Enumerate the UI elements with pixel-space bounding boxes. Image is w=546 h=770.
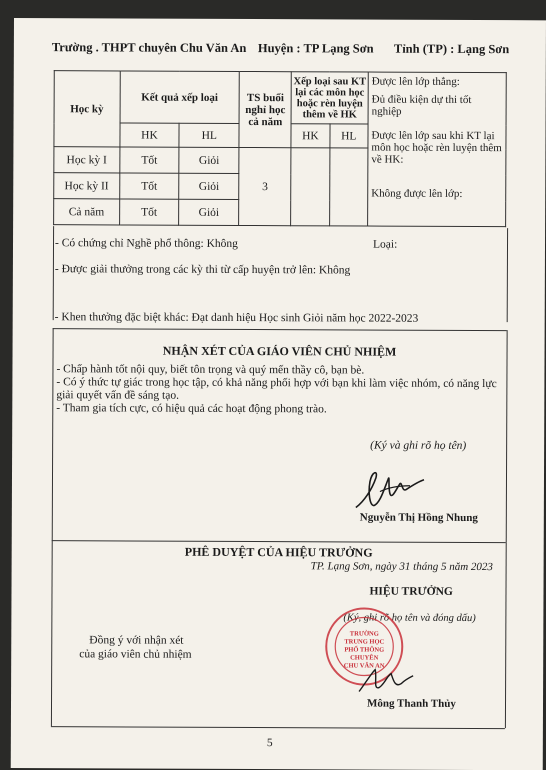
district-name: Huyện : TP Lạng Sơn bbox=[257, 41, 374, 56]
comment-line: - Tham gia tích cực, có hiệu quả các hoạt động phong trào. bbox=[56, 402, 327, 416]
page-number: 5 bbox=[266, 737, 273, 750]
teacher-comment-title: NHẬN XÉT CỦA GIÁO VIÊN CHỦ NHIỆM bbox=[162, 343, 397, 359]
kt-hl-empty bbox=[329, 148, 368, 226]
grades-table bbox=[53, 70, 507, 227]
chung-chi-line: - Có chứng chỉ Nghề phổ thông: Không bbox=[54, 237, 238, 250]
svg-text:TRUNG HỌC: TRUNG HỌC bbox=[344, 638, 385, 646]
svg-text:TRƯỜNG: TRƯỜNG bbox=[349, 630, 379, 638]
hk-cell: Tốt bbox=[119, 199, 179, 225]
svg-text:CHU VĂN AN: CHU VĂN AN bbox=[343, 662, 385, 670]
col-ket-qua: Kết quả xếp loại bbox=[120, 71, 240, 124]
svg-text:CHUYÊN: CHUYÊN bbox=[350, 654, 379, 662]
sub-hl-kt: HL bbox=[330, 124, 368, 148]
teacher-comment-body bbox=[56, 363, 502, 417]
comment-line: - Có ý thức tự giác trong học tập, có khả năng phối hợp với bạn khi làm việc nhóm, có năng lực giải quyết vấn đề sáng tạo. bbox=[56, 376, 497, 402]
promotion-notes bbox=[368, 72, 507, 227]
loai-label: Loại: bbox=[372, 238, 398, 251]
term-cell: Học kỳ II bbox=[54, 173, 120, 199]
teacher-signature bbox=[350, 459, 430, 515]
note-len-lop-thang: Được lên lớp thẳng: bbox=[371, 75, 460, 88]
col-xep-loai-sau-kt: Xếp loại sau KT lại các môn học hoặc rèn luyện thêm về HK bbox=[291, 72, 368, 124]
comment-line: - Chấp hành tốt nội quy, biết tôn trọng và quý mến thầy cô, bạn bè. bbox=[56, 363, 365, 377]
teacher-sign-hint: (Ký và ghi rõ họ tên) bbox=[370, 439, 467, 452]
school-name: Trường . THPT chuyên Chu Văn An bbox=[51, 40, 247, 56]
province-name: Tỉnh (TP) : Lạng Sơn bbox=[393, 41, 510, 57]
note-len-lop-sau-kt: Được lên lớp sau khi KT lại môn học hoặc rèn luyện thêm về HK: bbox=[371, 129, 502, 166]
col-ts-buoi: TS buổi nghỉ học cả năm bbox=[239, 71, 291, 147]
svg-text:PHỔ THÔNG: PHỔ THÔNG bbox=[344, 646, 385, 654]
khen-thuong-line: - Khen thưởng đặc biệt khác: Đạt danh hiệu Học sinh Giỏi năm học 2022-2023 bbox=[54, 311, 419, 325]
principal-name: Mông Thanh Thủy bbox=[366, 697, 456, 710]
note-du-dieu-kien: Đủ điều kiện dự thi tốt nghiệp bbox=[371, 93, 472, 118]
kt-hk-empty bbox=[291, 148, 330, 226]
sub-hl: HL bbox=[179, 123, 239, 147]
term-cell: Cả năm bbox=[54, 199, 120, 225]
term-cell: Học kỳ I bbox=[54, 147, 120, 173]
hl-cell: Giỏi bbox=[179, 173, 239, 199]
approval-line-2: của giáo viên chủ nhiệm bbox=[79, 648, 192, 661]
comment-frame bbox=[52, 328, 508, 542]
principal-section-title: PHÊ DUYỆT CỦA HIỆU TRƯỞNG bbox=[184, 544, 373, 560]
col-hoc-ky: Học kỳ bbox=[54, 71, 120, 147]
approval-line-1: Đồng ý với nhận xét bbox=[89, 634, 184, 647]
approval-date: TP. Lạng Sơn, ngày 31 tháng 5 năm 2023 bbox=[310, 560, 493, 574]
note-khong-len-lop: Không được lên lớp: bbox=[371, 187, 463, 200]
hk-cell: Tốt bbox=[119, 147, 179, 173]
principal-role: HIỆU TRƯỞNG bbox=[369, 585, 453, 598]
ts-buoi-value: 3 bbox=[239, 147, 291, 225]
document-page bbox=[11, 18, 546, 770]
principal-sign-hint: (Ký, ghi rõ họ tên và đóng dấu) bbox=[343, 612, 476, 625]
sub-hk: HK bbox=[120, 123, 180, 147]
hl-cell: Giỏi bbox=[179, 147, 239, 173]
sub-hk-kt: HK bbox=[291, 124, 329, 148]
hl-cell: Giỏi bbox=[179, 199, 239, 225]
principal-signature bbox=[355, 663, 415, 699]
giai-thuong-line: - Được giải thưởng trong các kỳ thi từ cấp huyện trở lên: Không bbox=[54, 263, 351, 277]
hk-cell: Tốt bbox=[119, 173, 179, 199]
teacher-name: Nguyễn Thị Hồng Nhung bbox=[359, 511, 478, 525]
